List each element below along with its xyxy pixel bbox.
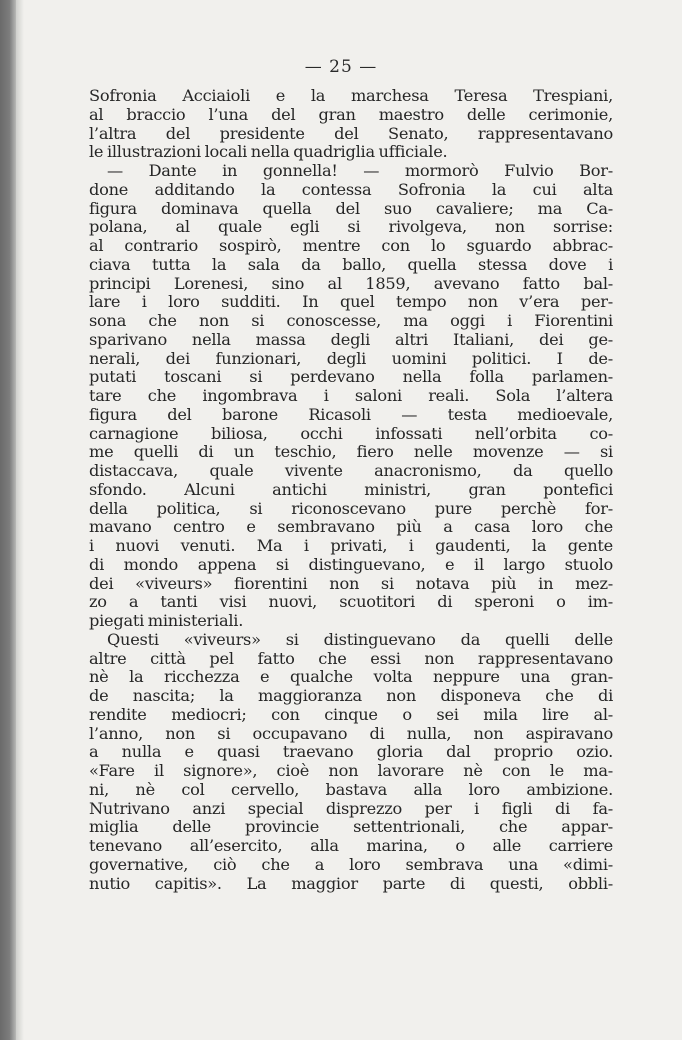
text-line: mavano centro e sembravano più a casa loro che	[89, 517, 613, 537]
text-line: done additando la contessa Sofronia la cui alta	[89, 179, 613, 199]
text-line: me quelli di un teschio, fiero nelle movenze — si	[89, 442, 613, 462]
text-line: piegati ministeriali.	[89, 611, 244, 630]
body-text	[89, 87, 613, 893]
binding-edge-gradient	[16, 0, 24, 1040]
text-line: polana, al quale egli si rivolgeva, non sorrise:	[89, 217, 613, 237]
text-line: distaccava, quale vivente anacronismo, da quello	[89, 461, 613, 480]
text-line: — Dante in gonnella! — mormorò Fulvio Bor-	[107, 161, 613, 180]
text-line: nè la ricchezza e qualche volta neppure una gran-	[89, 667, 613, 687]
text-line: della politica, si riconoscevano pure perchè for-	[89, 498, 613, 518]
text-line: figura del barone Ricasoli — testa medioevale,	[89, 404, 613, 424]
text-line: l’anno, non si occupavano di nulla, non aspiravano	[89, 723, 613, 743]
text-line: ciava tutta la sala da ballo, quella stessa dove i	[89, 254, 613, 274]
text-line: tare che ingombrava i saloni reali. Sola l’altera	[89, 386, 613, 405]
text-line: dei «viveurs» fiorentini non si notava più in mez-	[89, 573, 613, 593]
text-line: di mondo appena si distinguevano, e il largo stuolo	[89, 554, 613, 574]
text-line: ni, nè col cervello, bastava alla loro ambizione.	[89, 779, 613, 799]
text-line: de nascita; la maggioranza non disponeva che di	[89, 686, 613, 705]
text-line: Sofronia Acciaioli e la marchesa Teresa Trespiani,	[89, 86, 613, 105]
text-line: principi Lorenesi, sino al 1859, avevano fatto bal-	[89, 273, 613, 293]
text-line: nutio capitis». La maggior parte di questi, obbli-	[89, 873, 613, 893]
text-line: sona che non si conoscesse, ma oggi i Fiorentini	[89, 311, 613, 330]
text-line: a nulla e quasi traevano gloria dal proprio ozio.	[89, 742, 613, 762]
book-binding-shadow	[0, 0, 16, 1040]
text-line: al contrario sospirò, mentre con lo sguardo abbrac-	[89, 236, 613, 255]
text-line: putati toscani si perdevano nella folla parlamen-	[89, 367, 613, 387]
text-line: le illustrazioni locali nella quadriglia ufficiale.	[89, 142, 448, 162]
text-line: tenevano all’esercito, alla marina, o alle carriere	[89, 836, 613, 855]
text-line: «Fare il signore», cioè non lavorare nè con le ma-	[89, 761, 613, 780]
text-line: lare i loro sudditi. In quel tempo non v’era per-	[89, 292, 613, 312]
text-line: miglia delle provincie settentrionali, che appar-	[89, 817, 613, 837]
text-line: nerali, dei funzionari, degli uomini politici. I de-	[89, 348, 613, 368]
text-line: sparivano nella massa degli altri Italiani, dei ge-	[89, 329, 613, 349]
text-line: al braccio l’una del gran maestro delle cerimonie,	[89, 104, 613, 124]
text-line: i nuovi venuti. Ma i privati, i gaudenti, la gente	[89, 536, 613, 555]
text-line: rendite mediocri; con cinque o sei mila lire al-	[89, 704, 613, 724]
text-line: governative, ciò che a loro sembrava una «dimi-	[89, 854, 613, 874]
text-line: sfondo. Alcuni antichi ministri, gran pontefici	[89, 479, 613, 499]
page-number: — 25 —	[304, 57, 378, 77]
text-line: zo a tanti visi nuovi, scuotitori di speroni o im-	[89, 592, 613, 612]
text-line: Nutrivano anzi special disprezzo per i figli di fa-	[89, 798, 613, 818]
text-line: carnagione biliosa, occhi infossati nell’orbita co-	[89, 423, 613, 443]
text-line: figura dominava quella del suo cavaliere; ma Ca-	[89, 198, 613, 218]
text-line: l’altra del presidente del Senato, rappresentavano	[89, 123, 613, 143]
text-line: Questi «viveurs» si distinguevano da quelli delle	[107, 629, 613, 649]
text-line: altre città pel fatto che essi non rappresentavano	[89, 648, 613, 668]
